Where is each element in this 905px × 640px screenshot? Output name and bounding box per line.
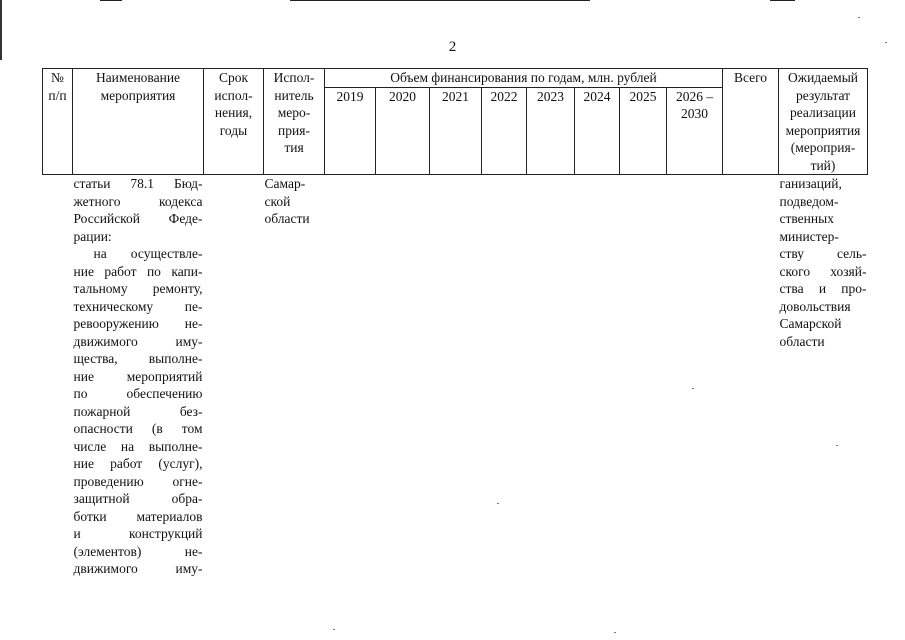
text-line: (элементов) не- bbox=[73, 543, 203, 559]
text-line: ству сель- bbox=[779, 246, 867, 261]
text-line: защитной обра- bbox=[73, 491, 203, 506]
text-line: довольствия bbox=[779, 298, 851, 314]
col-header-year: 2021 bbox=[430, 87, 482, 175]
cell-term bbox=[204, 175, 264, 578]
scan-speck bbox=[885, 42, 887, 43]
text-line: тальному ремонту, bbox=[73, 281, 203, 296]
col-header-year: 2022 bbox=[482, 87, 527, 175]
text-line: Самар- bbox=[264, 176, 306, 191]
text-line: ганизаций, bbox=[779, 176, 842, 191]
col-header-year: 2024 bbox=[575, 87, 620, 175]
text-line: рации: bbox=[73, 228, 112, 244]
col-header-year: 2026 – 2030 bbox=[667, 87, 723, 175]
text-line: щества, выполне- bbox=[73, 351, 203, 366]
col-header-executor: Испол- нитель меро- прия- тия bbox=[264, 69, 325, 175]
scan-speck bbox=[614, 632, 616, 633]
text-line: Самарской bbox=[779, 316, 842, 331]
text-line: пожарной без- bbox=[73, 403, 203, 419]
page-number: 2 bbox=[448, 39, 457, 55]
col-header-year: 2019 bbox=[325, 87, 376, 175]
scan-speck bbox=[858, 17, 860, 18]
text-line: движимого иму- bbox=[73, 333, 203, 349]
text-line: области bbox=[264, 211, 310, 226]
col-header-name: Наименование мероприятия bbox=[73, 69, 204, 175]
text-line: ства и про- bbox=[779, 281, 867, 296]
text-line: ской bbox=[264, 193, 291, 209]
text-line: проведению огне- bbox=[73, 473, 203, 489]
scan-speck bbox=[497, 503, 499, 504]
text-line: ского хозяй- bbox=[779, 263, 867, 279]
col-header-term: Срок испол- нения, годы bbox=[204, 69, 264, 175]
cell-executor bbox=[264, 175, 325, 578]
text-line: опасности (в том bbox=[73, 421, 203, 436]
col-header-number: № п/п bbox=[43, 69, 73, 175]
scan-speck bbox=[692, 388, 694, 389]
cell-result bbox=[779, 175, 868, 578]
text-line: на осуществле- bbox=[93, 246, 203, 261]
text-line: подведом- bbox=[779, 193, 839, 209]
financing-table bbox=[42, 68, 868, 578]
text-line: жетного кодекса bbox=[73, 193, 203, 209]
cell-name bbox=[73, 175, 204, 578]
text-line: ственных bbox=[779, 211, 834, 226]
scan-artifact bbox=[100, 0, 122, 1]
col-header-year: 2023 bbox=[527, 87, 575, 175]
text-line: ние мероприятий bbox=[73, 368, 203, 384]
text-line: министер- bbox=[779, 228, 839, 244]
scan-artifact bbox=[290, 0, 590, 1]
col-header-year: 2020 bbox=[376, 87, 430, 175]
measure-name-text bbox=[74, 175, 203, 578]
scan-artifact bbox=[770, 0, 795, 1]
text-line: движимого иму- bbox=[73, 561, 203, 576]
text-line: ревооружению не- bbox=[73, 316, 203, 331]
scan-speck bbox=[836, 445, 838, 446]
text-line: ботки материалов bbox=[73, 508, 203, 524]
col-header-financing: Объем финансирования по годам, млн. рублей bbox=[325, 69, 723, 88]
cell-number bbox=[43, 175, 73, 578]
col-header-result: Ожидаемый результат реализации мероприятия (мероприя- тий) bbox=[779, 69, 868, 175]
text-line: и конструкций bbox=[73, 526, 203, 541]
text-line: Российской Феде- bbox=[73, 211, 203, 226]
text-line: техническому пе- bbox=[73, 298, 203, 314]
expected-result-text bbox=[780, 175, 867, 350]
col-header-total: Всего bbox=[723, 69, 779, 175]
text-line: статьи 78.1 Бюд- bbox=[73, 176, 203, 191]
text-line: ние работ по капи- bbox=[73, 263, 203, 279]
scan-speck bbox=[333, 629, 335, 630]
text-line: ние работ (услуг), bbox=[73, 456, 203, 471]
executor-text bbox=[265, 175, 324, 228]
text-line: числе на выполне- bbox=[73, 438, 203, 454]
text-line: области bbox=[779, 333, 825, 349]
col-header-year: 2025 bbox=[620, 87, 667, 175]
text-line: по обеспечению bbox=[73, 386, 203, 401]
